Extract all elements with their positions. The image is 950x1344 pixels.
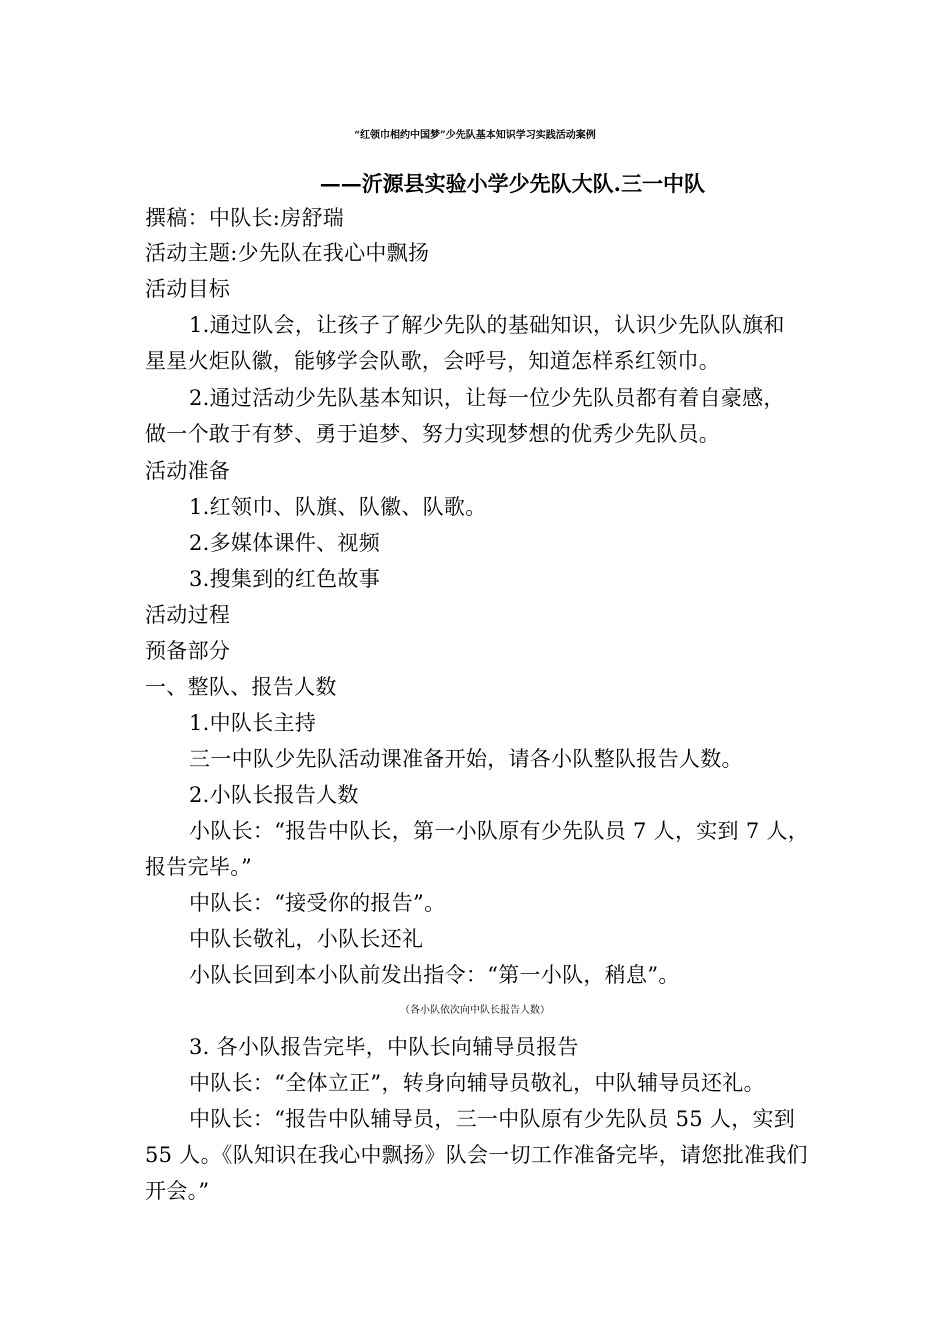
process-heading: 活动过程 xyxy=(145,603,231,627)
step1: 1.中队长主持 xyxy=(189,711,317,735)
author-line: 撰稿：中队长:房舒瑞 xyxy=(145,206,345,230)
prep-heading: 活动准备 xyxy=(145,459,231,483)
note-line: （各小队依次向中队长报告人数） xyxy=(400,1005,550,1016)
attention-line: 中队长：“全体立正”，转身向辅导员敬礼，中队辅导员还礼。 xyxy=(189,1071,765,1095)
final-line1: 中队长：“报告中队辅导员，三一中队原有少先队员 55 人，实到 xyxy=(189,1107,796,1131)
document-subtitle: ——沂源县实验小学少先队大队.三一中队 xyxy=(319,171,705,196)
preliminary-heading: 预备部分 xyxy=(145,639,231,663)
reply-line: 中队长：“接受你的报告”。 xyxy=(189,891,446,915)
prep-item-2: 2.多媒体课件、视频 xyxy=(189,531,381,555)
report-line2: 报告完毕。” xyxy=(145,855,253,879)
final-line2: 55 人。《队知识在我心中飘扬》队会一切工作准备完毕，请您批准我们 xyxy=(145,1143,808,1167)
final-line3: 开会。” xyxy=(145,1179,210,1203)
salute-line: 中队长敬礼，小队长还礼 xyxy=(189,927,424,951)
goal1-line2: 星星火炬队徽，能够学会队歌，会呼号，知道怎样系红领巾。 xyxy=(145,349,721,373)
goals-heading: 活动目标 xyxy=(145,277,231,301)
step2: 2.小队长报告人数 xyxy=(189,783,359,807)
goal2-line1: 2.通过活动少先队基本知识，让每一位少先队员都有着自豪感， xyxy=(189,386,785,410)
prep-item-3: 3.搜集到的红色故事 xyxy=(189,567,381,591)
step3: 3. 各小队报告完毕，中队长向辅导员报告 xyxy=(189,1035,579,1059)
section1-heading: 一、整队、报告人数 xyxy=(145,675,337,699)
document-title: “红领巾相约中国梦”少先队基本知识学习实践活动案例 xyxy=(354,130,596,141)
report-line1: 小队长：“报告中队长，第一小队原有少先队员 7 人，实到 7 人， xyxy=(189,819,810,843)
step1-text: 三一中队少先队活动课准备开始，请各小队整队报告人数。 xyxy=(189,747,743,771)
theme-line: 活动主题:少先队在我心中飘扬 xyxy=(145,241,430,265)
command-line: 小队长回到本小队前发出指令：“第一小队，稍息”。 xyxy=(189,963,680,987)
goal2-line2: 做一个敢于有梦、勇于追梦、努力实现梦想的优秀少先队员。 xyxy=(145,422,721,446)
prep-item-1: 1.红领巾、队旗、队徽、队歌。 xyxy=(189,495,487,519)
goal1-line1: 1.通过队会，让孩子了解少先队的基础知识，认识少先队队旗和 xyxy=(189,313,785,337)
